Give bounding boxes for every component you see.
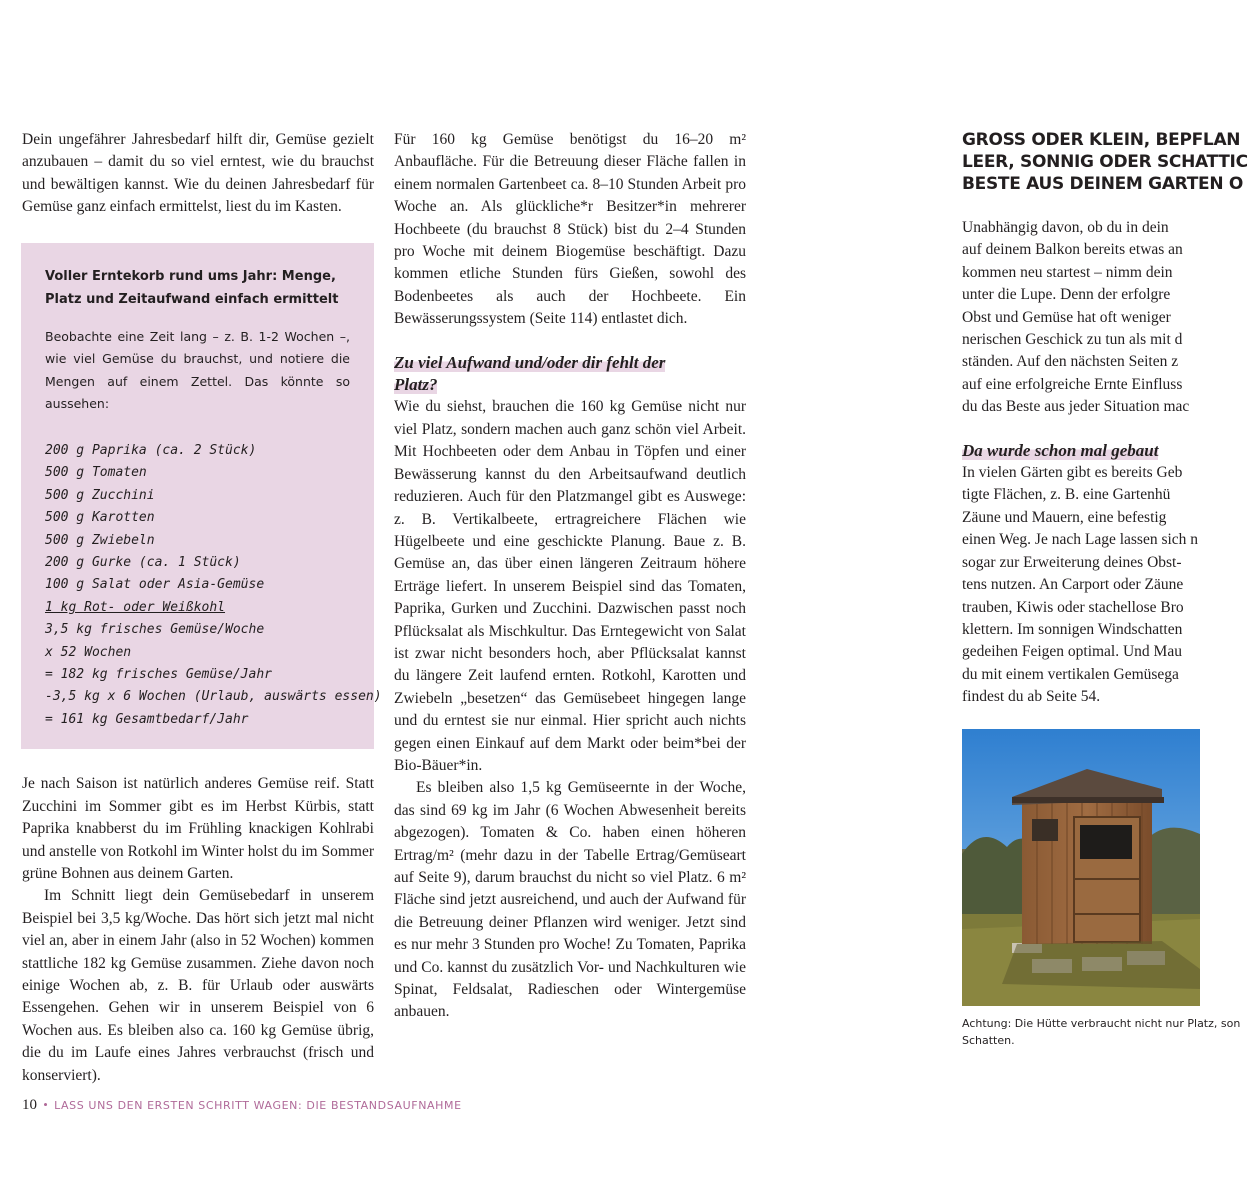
list-item: = 182 kg frisches Gemüse/Jahr [45, 667, 272, 683]
section-heading [962, 129, 1248, 195]
info-box [21, 243, 382, 750]
shed-illustration [962, 729, 1200, 1006]
page-footer [22, 1097, 462, 1114]
text-line: unter die Lupe. Denn der erfolgre [962, 286, 1171, 304]
text-line: Zäune und Mauern, eine befestig [962, 508, 1167, 526]
list-item: 500 g Karotten [45, 510, 155, 526]
bullet-separator: • [43, 1097, 48, 1112]
text-line: gedeihen Feigen optimal. Und Mau [962, 643, 1182, 661]
left-column [22, 129, 382, 1087]
caption-line: Schatten. [962, 1034, 1015, 1047]
subheading: Da wurde schon mal gebaut [962, 440, 1159, 460]
text-line: einen Weg. Je nach Lage lassen sich n [962, 531, 1199, 549]
text-line: klettern. Im sonnigen Windschatten [962, 620, 1183, 638]
body-paragraph [962, 462, 1200, 708]
intro-paragraph: Dein ungefährer Jahresbedarf hilft dir, Gemüse gezielt anzubauen – damit du so viel erntest, wie du brauchst und bewältigen kannst. Wie du deinen Jahresbedarf für Gemüse ganz einfach ermittelst, liest du im Kasten. [22, 131, 374, 216]
running-title: LASS UNS DEN ERSTEN SCHRITT WAGEN: DIE BESTANDSAUFNAHME [54, 1099, 462, 1112]
right-column [962, 129, 1248, 709]
list-item: -3,5 kg x 6 Wochen (Urlaub, auswärts essen) [45, 689, 382, 705]
list-item: 3,5 kg frisches Gemüse/Woche [45, 622, 265, 638]
subheading [394, 352, 746, 397]
body-paragraph: Je nach Saison ist natürlich anderes Gemüse reif. Statt Zucchini im Sommer gibt es im Herbst Kürbis, statt Paprika knabberst du im Frühling knackigen Kohlrabi und anstelle von Rotkohl im Winter holst du im Sommer grüne Bohnen aus deinem Garten. [22, 775, 374, 882]
text-line: Unabhängig davon, ob du in dein [962, 219, 1169, 236]
list-item: 500 g Tomaten [45, 465, 147, 481]
photo-caption [962, 1015, 1241, 1049]
info-box-text: Beobachte eine Zeit lang – z. B. 1-2 Wochen –, wie viel Gemüse du brauchst, und notiere die Mengen auf einem Zettel. Das könnte so aussehen: [45, 328, 350, 412]
list-item: x 52 Wochen [45, 644, 132, 660]
heading-line: LEER, SONNIG ODER SCHATTIC [962, 152, 1248, 172]
info-box-title: Voller Erntekorb rund ums Jahr: Menge, Platz und Zeitaufwand einfach ermittelt [45, 268, 339, 307]
handwritten-list [45, 440, 382, 731]
text-line: trauben, Kiwis oder stachellose Bro [962, 598, 1184, 616]
text-line: auf eine erfolgreiche Ernte Einfluss [962, 375, 1183, 393]
list-item-underlined: 1 kg Rot- oder Weißkohl [45, 599, 226, 615]
text-line: nerischen Geschick zu tun als mit d [962, 331, 1183, 349]
text-line: ständen. Auf den nächsten Seiten z [962, 353, 1179, 371]
caption-line: Achtung: Die Hütte verbraucht nicht nur Platz, son [962, 1017, 1241, 1030]
text-line: In vielen Gärten gibt es bereits Geb [962, 464, 1183, 482]
list-item: 500 g Zwiebeln [45, 532, 155, 548]
subheading-line: Zu viel Aufwand und/oder dir fehlt der [394, 352, 666, 372]
body-paragraph: Für 160 kg Gemüse benötigst du 16–20 m² Anbaufläche. Für die Betreuung dieser Fläche fallen in einem normalen Gartenbeet ca. 8–10 Stunden Arbeit pro Woche an. Als glückliche*r Besitzer*in mehrerer Hochbeete (du brauchst 8 Stück) bist du 2–4 Stunden pro Woche mit deinem Biogemüse beschäftigt. Dazu kommen etliche Stunden fürs Gießen, sowohl des Bodenbeetes als auch der Hochbeete. Ein Bewässerungssystem (Seite 114) entlastet dich. [394, 131, 746, 328]
heading-line: GROSS ODER KLEIN, BEPFLAN [962, 130, 1241, 150]
list-item: = 161 kg Gesamtbedarf/Jahr [45, 711, 249, 727]
list-item: 200 g Gurke (ca. 1 Stück) [45, 555, 241, 571]
text-line: du das Beste aus jeder Situation mac [962, 398, 1190, 416]
list-item: 500 g Zucchini [45, 487, 155, 503]
text-line: sogar zur Erweiterung deines Obst- [962, 553, 1182, 571]
body-paragraph: Im Schnitt liegt dein Gemüsebedarf in unserem Beispiel bei 3,5 kg/Woche. Das hört sich jetzt mal nicht viel an, aber in einem Jahr (also in 52 Wochen) kommen stattliche 182 kg Gemüse zusammen. Ziehe davon noch einige Wochen ab, z. B. für Urlaub oder auswärts Essengehen. Gehen wir in unserem Beispiel von 6 Wochen aus. Es bleiben also ca. 160 kg Gemüse übrig, die du im Laufe eines Jahres verbrauchst (frisch und konserviert). [22, 887, 374, 1084]
list-item: 100 g Salat oder Asia-Gemüse [45, 577, 265, 593]
text-line: Obst und Gemüse hat oft weniger [962, 308, 1171, 326]
middle-column [394, 129, 746, 1024]
text-line: auf deinem Balkon bereits etwas an [962, 241, 1183, 259]
garden-shed-photo [962, 729, 1222, 1006]
text-line: findest du ab Seite 54. [962, 688, 1101, 706]
body-paragraph [962, 217, 1200, 419]
body-paragraph: Es bleiben also 1,5 kg Gemüseernte in der Woche, das sind 69 kg im Jahr (6 Wochen Abwesenheit bereits abgezogen). Tomaten & Co. haben einen höheren Ertrag/m² (mehr dazu in der Tabelle Ertrag/Gemüseart auf Seite 9), darum brauchst du nicht so viel Platz. 6 m² Fläche sind jetzt ausreichend, und auch der Aufwand für die Betreuung deiner Pflanzen wird weniger. Jetzt sind es nur mehr 3 Stunden pro Woche! Zu Tomaten, Paprika und Co. kannst du zusätzlich Vor- und Nachkulturen wie Spinat, Feldsalat, Radieschen oder Wintergemüse anbauen. [394, 779, 746, 1021]
text-line: kommen neu startest – nimm dein [962, 263, 1173, 281]
body-paragraph: Wie du siehst, brauchen die 160 kg Gemüse nicht nur viel Platz, sondern machen auch ganz schön viel Arbeit. Mit Hochbeeten oder dem Anbau in Töpfen und einer Bewässerung kannst du den Arbeitsaufwand deutlich reduzieren. Auch für den Platzmangel gibt es Auswege: z. B. Vertikalbeete, ertragreichere Flächen wie Hügelbeete und eine geschickte Planung. Baue z. B. Gemüse an, das über einen längeren Zeitraum höhere Erträge liefert. In unserem Beispiel sind das Tomaten, Paprika, Gurken und Zucchini. Dazwischen passt noch Pflücksalat als Mischkultur. Das Erntegewicht von Salat ist zwar nicht besonders hoch, aber Pflücksalat kannst du längere Zeit laufend ernten. Rotkohl, Karotten und Zwiebeln „besetzen“ das Gemüsebeet hingegen lange und du erntest sie nur einmal. Hier spricht auch nichts gegen einen Einkauf auf dem Markt oder beim*bei der Bio-Bäuer*in. [394, 398, 746, 774]
subheading-line: Platz? [394, 375, 438, 395]
page-number: 10 [22, 1097, 37, 1113]
text-line: tigte Flächen, z. B. eine Gartenhü [962, 486, 1171, 504]
list-item: 200 g Paprika (ca. 2 Stück) [45, 443, 257, 458]
text-line: tens nutzen. An Carport oder Zäune [962, 576, 1184, 594]
heading-line: BESTE AUS DEINEM GARTEN O [962, 174, 1244, 194]
text-line: du mit einem vertikalen Gemüsega [962, 665, 1179, 683]
